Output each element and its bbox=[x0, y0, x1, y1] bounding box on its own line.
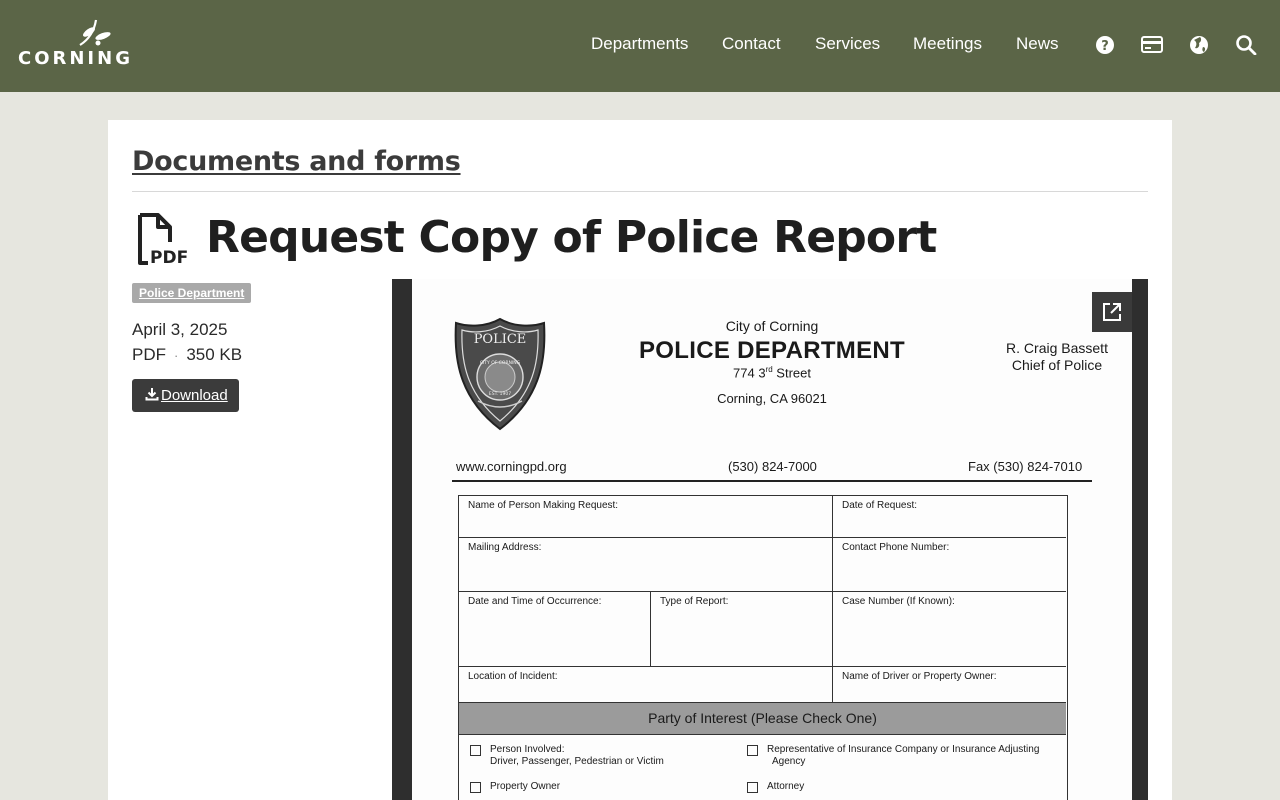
nav-meetings[interactable]: Meetings bbox=[913, 34, 982, 53]
nav-services[interactable]: Services bbox=[815, 34, 881, 53]
nav-news[interactable]: News bbox=[1016, 34, 1059, 53]
pdf-file-icon bbox=[134, 212, 190, 268]
svg-text:PDF: PDF bbox=[150, 248, 189, 268]
download-icon bbox=[145, 387, 159, 401]
svg-text:CITY OF CORNING: CITY OF CORNING bbox=[479, 361, 521, 366]
field-driver-owner: Name of Driver or Property Owner: bbox=[833, 667, 1066, 703]
download-label: Download bbox=[161, 387, 228, 404]
field-location: Location of Incident: bbox=[459, 667, 833, 703]
svg-text:POLICE: POLICE bbox=[473, 332, 527, 347]
letterhead-website: www.corningpd.org bbox=[456, 459, 567, 474]
pdf-preview[interactable] bbox=[392, 279, 1148, 800]
letterhead-chief: R. Craig Bassett Chief of Police bbox=[1006, 340, 1108, 373]
search-icon[interactable] bbox=[1235, 33, 1259, 57]
letterhead-department: POLICE DEPARTMENT bbox=[639, 337, 905, 364]
request-form bbox=[458, 495, 1068, 800]
letterhead-city: City of Corning bbox=[725, 318, 819, 334]
field-case-number: Case Number (If Known): bbox=[833, 592, 1066, 667]
content-card bbox=[108, 120, 1172, 800]
field-date-request: Date of Request: bbox=[833, 496, 1066, 538]
field-contact-phone: Contact Phone Number: bbox=[833, 538, 1066, 592]
download-button[interactable] bbox=[132, 379, 239, 412]
logo-text: CORNING bbox=[18, 48, 133, 69]
field-date-time: Date and Time of Occurrence: bbox=[459, 592, 651, 667]
olive-branch-icon bbox=[76, 18, 116, 48]
open-external-button[interactable] bbox=[1092, 292, 1132, 332]
letterhead-street: 774 3rd Street bbox=[733, 365, 811, 381]
open-external-icon bbox=[1102, 302, 1122, 322]
field-mailing-address: Mailing Address: bbox=[459, 538, 833, 592]
party-of-interest-heading: Party of Interest (Please Check One) bbox=[459, 703, 1066, 735]
svg-text:EST. 1907: EST. 1907 bbox=[488, 392, 512, 397]
site-header bbox=[0, 0, 1280, 92]
check-property-owner: Property Owner bbox=[470, 781, 670, 795]
file-size: 350 KB bbox=[186, 345, 243, 364]
letterhead-city-state: Corning, CA 96021 bbox=[717, 391, 827, 406]
svg-text:?: ? bbox=[1101, 39, 1109, 54]
field-type-report: Type of Report: bbox=[651, 592, 833, 667]
nav-departments[interactable]: Departments bbox=[591, 34, 689, 53]
help-icon[interactable] bbox=[1094, 33, 1118, 57]
document-date: April 3, 2025 bbox=[132, 320, 228, 339]
page-title: Request Copy of Police Report bbox=[206, 212, 937, 263]
check-attorney: Attorney bbox=[747, 781, 947, 795]
file-meta: PDF · 350 KB bbox=[132, 345, 243, 364]
breadcrumb-documents-and-forms[interactable]: Documents and forms bbox=[132, 146, 461, 177]
file-format: PDF bbox=[132, 345, 166, 364]
payment-card-icon[interactable] bbox=[1141, 33, 1165, 57]
field-name-request: Name of Person Making Request: bbox=[459, 496, 833, 538]
check-insurance-representative: Representative of Insurance Company or Insurance Adjusting Agency bbox=[747, 744, 1067, 770]
divider bbox=[132, 191, 1148, 192]
letterhead-phone: (530) 824-7000 bbox=[728, 459, 817, 474]
department-tag[interactable]: Police Department bbox=[132, 283, 251, 303]
nav-contact[interactable]: Contact bbox=[722, 34, 781, 53]
letterhead-fax: Fax (530) 824-7010 bbox=[968, 459, 1083, 474]
corning-logo[interactable] bbox=[18, 18, 138, 70]
pdf-page bbox=[412, 279, 1132, 800]
letterhead-rule bbox=[452, 480, 1092, 482]
check-person-involved: Person Involved: Driver, Passenger, Pedestrian or Victim bbox=[470, 744, 740, 770]
globe-icon[interactable] bbox=[1188, 33, 1212, 57]
